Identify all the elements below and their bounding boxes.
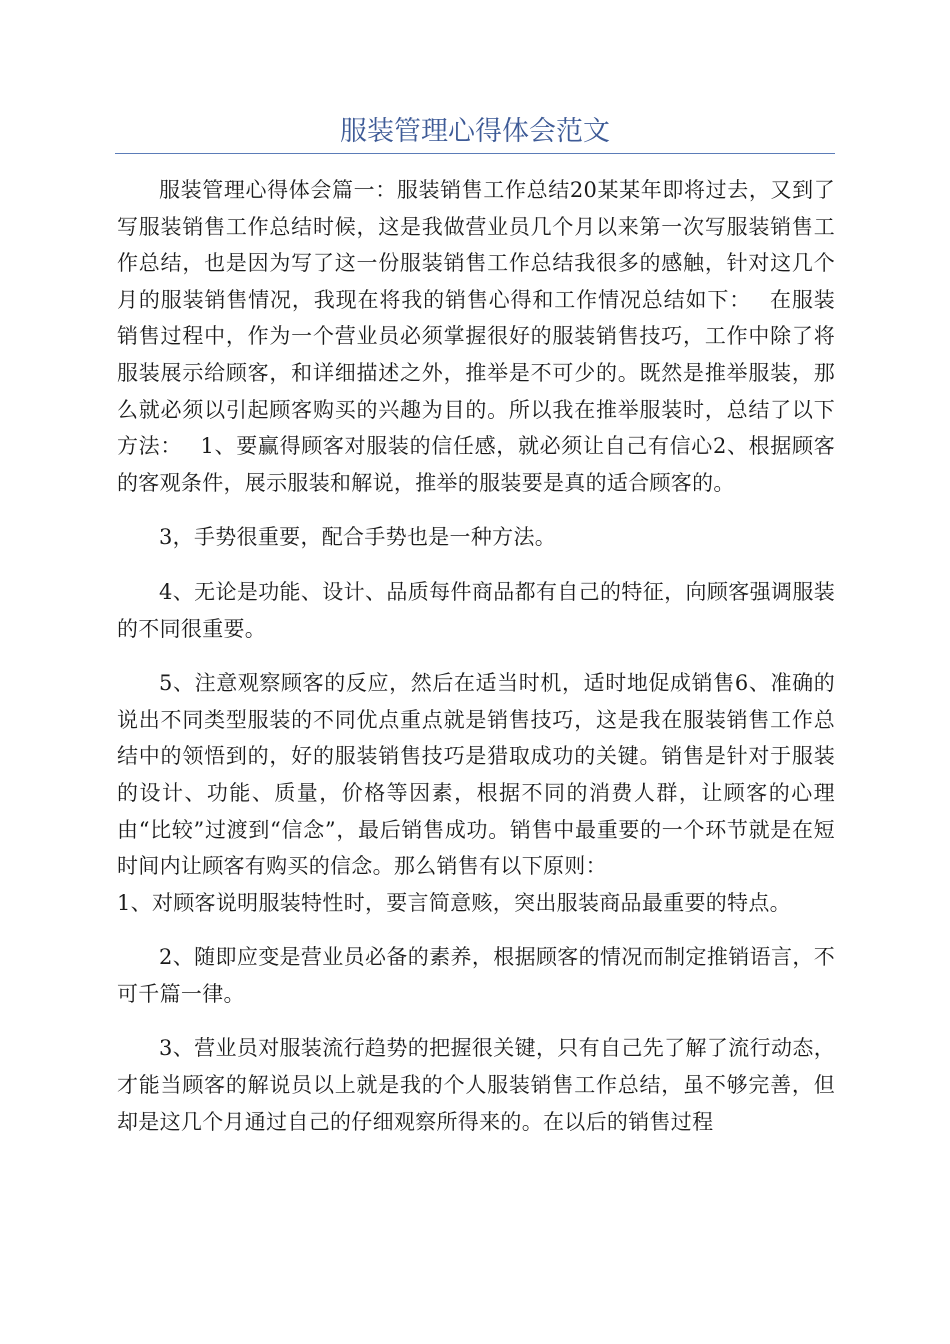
document-body [117, 172, 835, 1140]
paragraph-principle-1: 1、对顾客说明服装特性时，要言简意赅，突出服装商品最重要的特点。 [117, 890, 791, 915]
paragraph-tip-4: 4、无论是功能、设计、品质每件商品都有自己的特征，向顾客强调服装的不同很重要。 [117, 579, 835, 641]
document-title: 服装管理心得体会范文 [340, 116, 610, 147]
title-underline [115, 153, 835, 154]
paragraph-principle-3: 3、营业员对服装流行趋势的把握很关键，只有自己先了解了流行动态，才能当顾客的解说员以上就是我的个人服装销售工作总结，虽不够完善，但却是这几个月通过自己的仔细观察所得来的。在以后的销售过程 [117, 1036, 835, 1134]
paragraph-principle-2: 2、随即应变是营业员必备的素养，根据顾客的情况而制定推销语言，不可千篇一律。 [117, 945, 835, 1006]
paragraph-intro: 服装管理心得体会篇一：服装销售工作总结20某某年即将过去，又到了写服装销售工作总结时候，这是我做营业员几个月以来第一次写服装销售工作总结，也是因为写了这一份服装销售工作总结我很多的感触，针对这几个月的服装销售情况，我现在将我的销售心得和工作情况总结如下： 在服装销售过程中，作为一个营业员必须掌握很好的服装销售技巧，工作中除了将服装展示给顾客，和详细描述之外，推举是不可少的。既然是推举服装，那么就必须以引起顾客购买的兴趣为目的。所以我在推举服装时，总结了以下方法： 1、要赢得顾客对服装的信任感，就必须让自己有信心2、根据顾客的客观条件，展示服装和解说，推举的服装要是真的适合顾客的。 [117, 178, 835, 495]
paragraph-tip-3: 3，手势很重要，配合手势也是一种方法。 [159, 525, 557, 550]
paragraph-tip-5: 5、注意观察顾客的反应，然后在适当时机，适时地促成销售6、准确的说出不同类型服装的不同优点重点就是销售技巧，这是我在服装销售工作总结中的领悟到的，好的服装销售技巧是猎取成功的关键。销售是针对于服装的设计、功能、质量，价格等因素，根据不同的消费人群，让顾客的心理由“比较”过渡到“信念”，最后销售成功。销售中最重要的一个环节就是在短时间内让顾客有购买的信念。那么销售有以下原则： [117, 671, 835, 879]
